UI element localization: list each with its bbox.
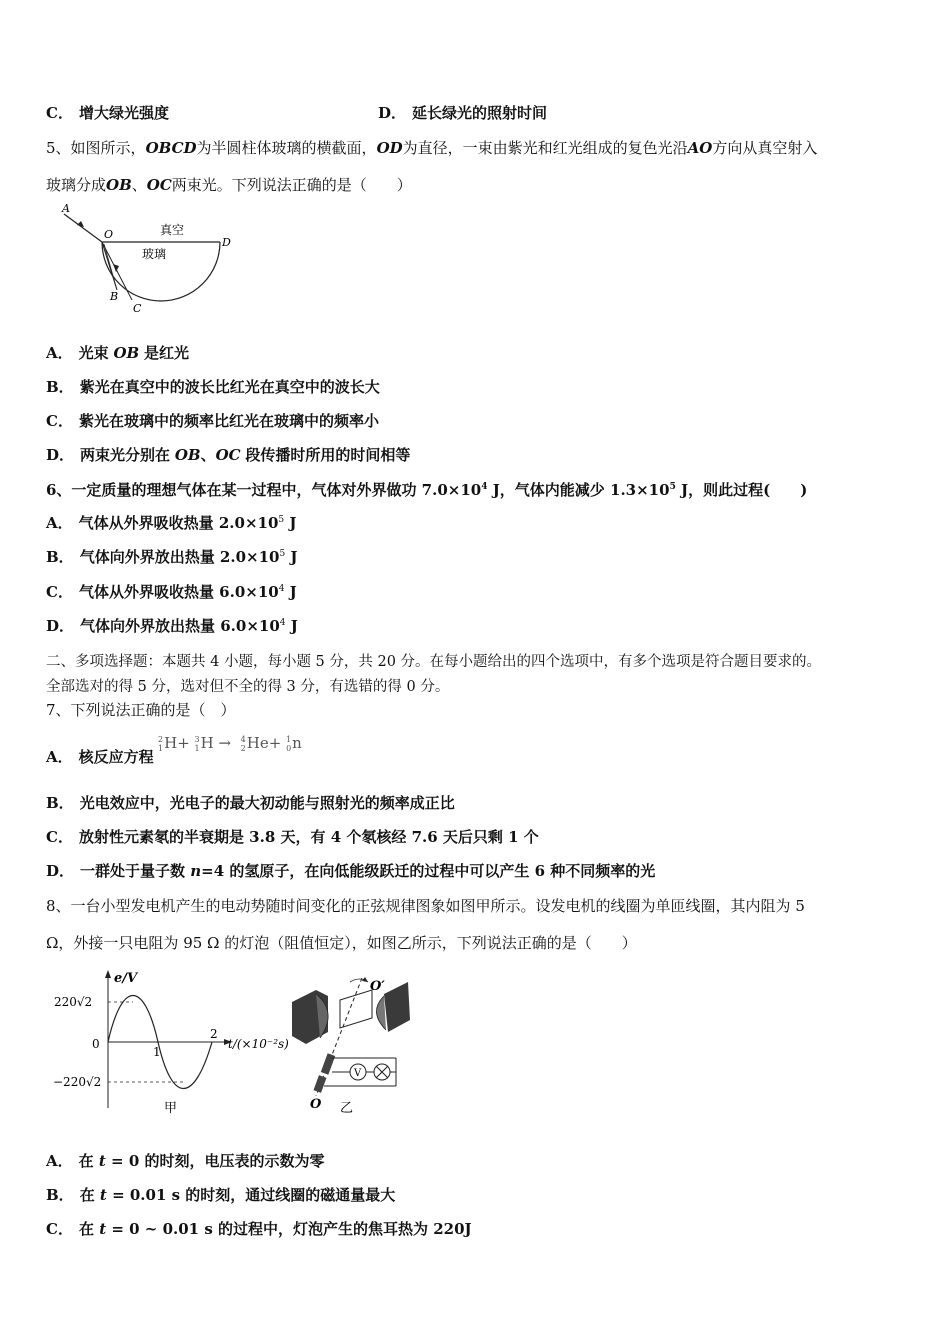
label-glass: 玻璃 <box>142 247 167 261</box>
label-o-prime: O′ <box>370 979 385 994</box>
section2-heading-line2: 全部选对的得 5 分，选对但不全的得 3 分，有选错的得 0 分。 <box>46 679 450 695</box>
q7-option-a: A． 核反应方程 <box>46 748 154 766</box>
q5-option-b: B． 紫光在真空中的波长比红光在真空中的波长大 <box>46 378 380 396</box>
q6-option-d: D． 气体向外界放出热量 $6.0\times 10^4$ J <box>46 617 298 635</box>
q8-generator-figure <box>288 972 418 1122</box>
option-c-prev: C． 增大绿光强度 <box>46 104 169 122</box>
graph-ymax: 220√2 <box>54 995 93 1009</box>
q5-option-a: A． 光束 OB 是红光 <box>46 344 189 362</box>
q8-stem-line1: 8、一台小型发电机产生的电动势随时间变化的正弦规律图象如图甲所示。设发电机的线圈为单匝线圈，其内阻为 5 <box>46 897 805 915</box>
q7-nuclear-equation: 2 1H+ 3 1H → 4 2He+ 1 0n <box>158 734 302 753</box>
label-d: D <box>222 236 231 249</box>
q6-option-b: B． 气体向外界放出热量 $2.0\times 10^5$ J <box>46 548 298 566</box>
section2-heading-line1: 二、多项选择题：本题共 4 小题，每小题 5 分，共 20 分。在每小题给出的四个选项中，有多个选项是符合题目要求的。 <box>46 654 822 670</box>
q8-emf-graph <box>52 968 292 1118</box>
q8-option-a: A． 在 t = 0 的时刻，电压表的示数为零 <box>46 1152 325 1170</box>
q7-option-d: D． 一群处于量子数 n=4 的氢原子，在向低能级跃迁的过程中可以产生 6 种不同频率的光 <box>46 862 656 880</box>
q5-stem-line1: 5、如图所示，OBCD为半圆柱体玻璃的横截面，OD为直径，一束由紫光和红光组成的复色光沿AO方向从真空射入 <box>46 139 818 157</box>
q8-option-b: B． 在 t = 0.01 s 的时刻，通过线圈的磁通量最大 <box>46 1186 396 1204</box>
graph-xlabel: t/(×10⁻²s) <box>228 1037 289 1051</box>
label-vacuum: 真空 <box>160 223 185 237</box>
q7-option-b: B． 光电效应中，光电子的最大初动能与照射光的频率成正比 <box>46 794 455 812</box>
label-c: C <box>133 302 142 315</box>
q6-stem: 6、一定质量的理想气体在某一过程中，气体对外界做功 $7.0\times 10^4$ J，气体内能减少 $1.3\times 10^5$ J，则此过程( ) <box>46 481 808 499</box>
q6-option-a: A． 气体从外界吸收热量 $2.0\times 10^5$ J <box>46 514 297 532</box>
graph-ylabel: e/V <box>114 971 138 986</box>
option-d-prev: D． 延长绿光的照射时间 <box>378 104 548 122</box>
q5-option-d: D． 两束光分别在 OB、OC 段传播时所用的时间相等 <box>46 446 411 464</box>
q8-stem-line2: Ω，外接一只电阻为 95 Ω 的灯泡（阻值恒定），如图乙所示，下列说法正确的是（ ） <box>46 934 637 952</box>
device-caption: 乙 <box>340 1101 354 1116</box>
q5-semicircle-figure <box>44 200 244 320</box>
graph-ymin: −220√2 <box>53 1075 102 1089</box>
q8-option-c: C． 在 t = 0 ~ 0.01 s 的过程中，灯泡产生的焦耳热为 220J <box>46 1220 472 1238</box>
graph-caption: 甲 <box>164 1101 178 1116</box>
graph-zero: 0 <box>92 1037 100 1051</box>
graph-tick-1: 1 <box>153 1045 161 1059</box>
q7-stem: 7、下列说法正确的是（ ） <box>46 701 236 719</box>
label-a: A <box>62 202 70 215</box>
q5-option-c: C． 紫光在玻璃中的频率比红光在玻璃中的频率小 <box>46 412 379 430</box>
label-o: O <box>104 228 114 241</box>
graph-tick-2: 2 <box>210 1027 218 1041</box>
q6-option-c: C． 气体从外界吸收热量 $6.0\times 10^4$ J <box>46 583 297 601</box>
q7-option-c: C． 放射性元素氡的半衰期是 3.8 天，有 4 个氡核经 7.6 天后只剩 1 个 <box>46 828 539 846</box>
voltmeter-label: V <box>354 1068 362 1079</box>
label-o-bottom: O <box>310 1097 322 1112</box>
q5-stem-line2: 玻璃分成OB、OC两束光。下列说法正确的是（ ） <box>46 176 412 194</box>
label-b: B <box>110 290 119 303</box>
